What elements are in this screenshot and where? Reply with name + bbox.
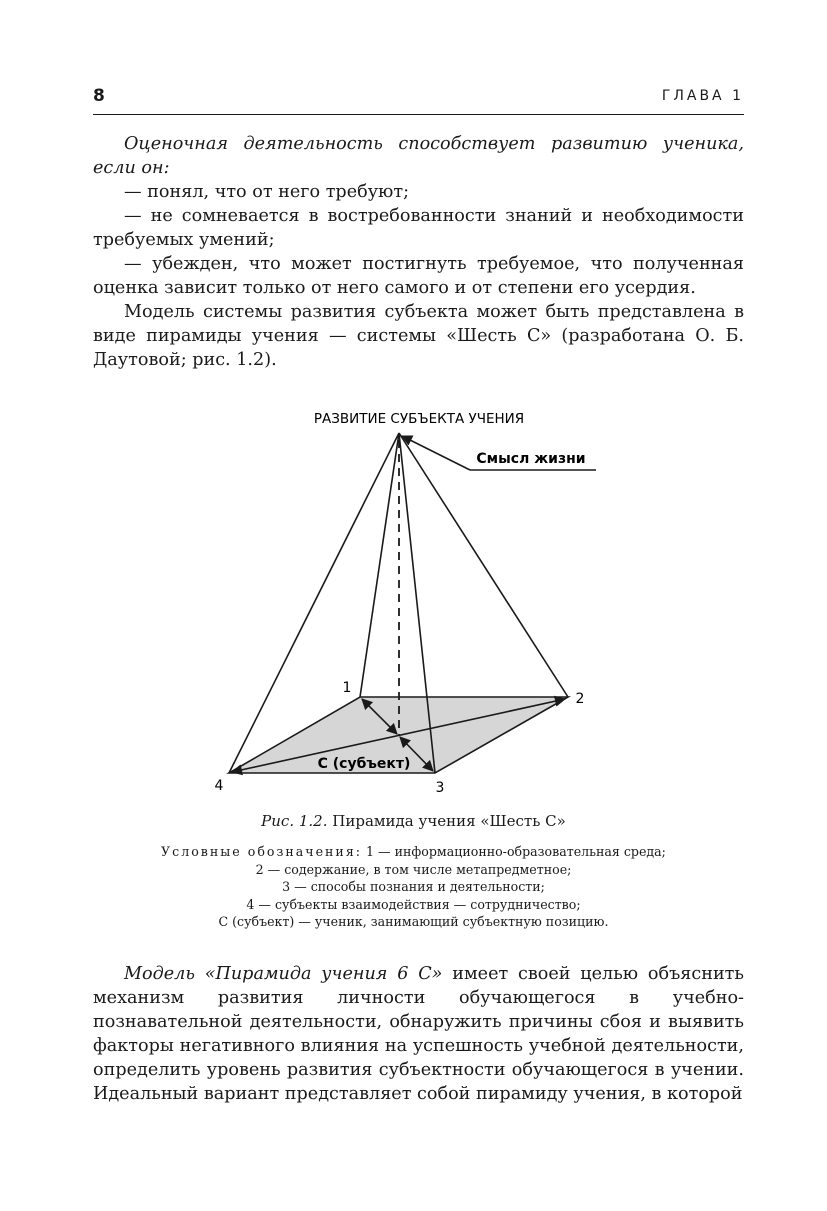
apex-label: Смысл жизни [476,451,586,467]
legend-item-3: 3 — способы познания и деятельности; [282,879,545,894]
intro-item-1: — понял, что от него требуют; [124,182,410,202]
legend-item-4: 4 — субъекты взаимодействия — сотрудничество; [246,896,581,912]
legend-item-5: С (субъект) — ученик, занимающий субъектную позицию. [218,914,609,929]
vertex-label-4: 4 [214,778,224,794]
model-paragraph: Модель системы развития субъекта может быть представлена в виде пирамиды учения — системы «Шесть С» (разработана О. Б. Даутовой; рис. 1.2). [93,302,744,370]
closing-lead: Модель «Пирамида учения 6 С» [124,964,443,984]
legend-line-1 [0,843,827,861]
legend-item-1: 1 — информационно-образовательная среда; [362,844,666,859]
page-number: 8 [93,86,105,106]
closing-text: имеет своей целью объяснить механизм развития личности обучающегося в учебно-познавательной деятельности, обнаружить причины сбоя и выявить факторы негативного влияния на успешность учебной деятельности, определить уровень развития субъектности обучающегося в учении. Идеальный вариант представляет собой пирамиду учения, в которой [93,964,744,1104]
pyramid-figure [0,395,827,815]
center-label: С (субъект) [317,756,411,772]
legend-label: Условные обозначения: [161,844,363,859]
closing-section [93,962,744,1106]
running-header [93,84,744,115]
closing-paragraph [93,962,744,1106]
intro-section [93,132,744,372]
figure-title: РАЗВИТИЕ СУБЪЕКТА УЧЕНИЯ [313,411,525,427]
vertex-label-2: 2 [575,691,585,707]
figure-legend [0,843,827,931]
vertex-label-3: 3 [435,780,445,796]
caption-prefix: Рис. 1.2. [261,812,328,830]
edge-apex-2 [399,433,568,697]
intro-lead: Оценочная деятельность способствует развитию ученика, если он: [93,134,744,178]
vertex-label-1: 1 [342,680,352,696]
pyramid-diagram [0,395,827,815]
intro-item-3: — убежден, что может постигнуть требуемое, что полученная оценка зависит только от него самого и от степени его усердия. [93,254,744,298]
intro-item-2: — не сомневается в востребованности знаний и необходимости требуемых умений; [93,206,744,250]
figure-caption [0,812,827,830]
caption-text: Пирамида учения «Шесть С» [327,812,566,830]
chapter-title: ГЛАВА 1 [661,88,744,104]
legend-item-2: 2 — содержание, в том числе метапредметное; [255,861,572,877]
